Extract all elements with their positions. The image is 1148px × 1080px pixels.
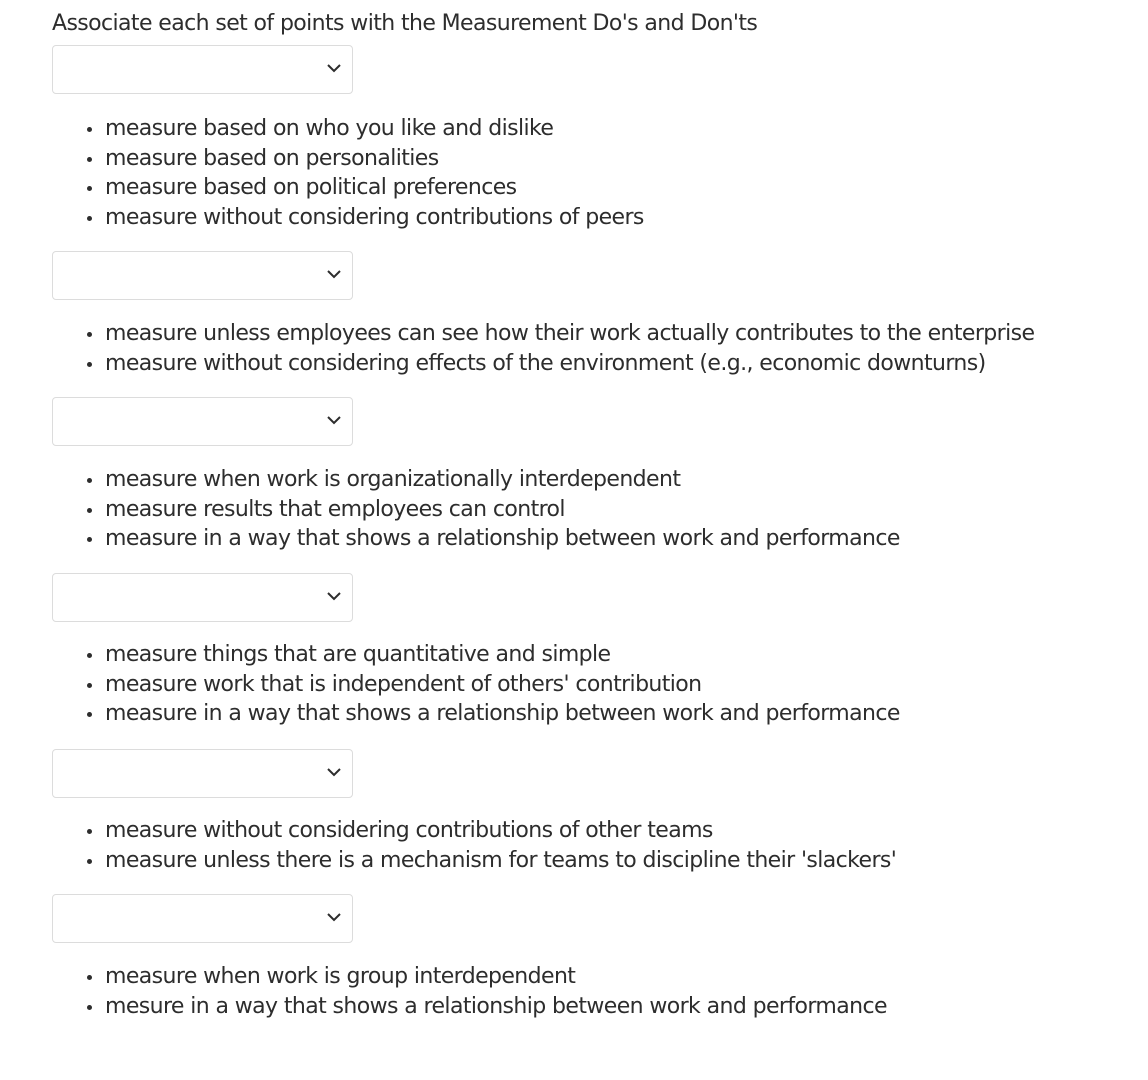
chevron-down-icon <box>325 265 343 283</box>
list-item: measure without considering contributions of other teams <box>84 816 896 846</box>
match-group-3 <box>52 397 900 552</box>
points-list-1 <box>84 114 644 233</box>
question-text: Associate each set of points with the Measurement Do's and Don'ts <box>52 11 758 36</box>
answer-dropdown-3[interactable] <box>52 397 353 446</box>
list-item: measure when work is group interdependent <box>84 962 887 992</box>
list-item: measure when work is organizationally interdependent <box>84 465 900 495</box>
bullet-icon <box>87 332 92 337</box>
list-item: measure in a way that shows a relationship between work and performance <box>84 699 900 729</box>
list-item: measure things that are quantitative and simple <box>84 640 900 670</box>
match-group-6 <box>52 894 887 1019</box>
points-list-3 <box>84 465 900 554</box>
bullet-icon <box>87 859 92 864</box>
bullet-icon <box>87 186 92 191</box>
chevron-down-icon <box>325 411 343 429</box>
chevron-down-icon <box>325 587 343 605</box>
answer-dropdown-2[interactable] <box>52 251 353 300</box>
list-item: mesure in a way that shows a relationship between work and performance <box>84 992 887 1022</box>
bullet-icon <box>87 653 92 658</box>
answer-dropdown-4[interactable] <box>52 573 353 622</box>
bullet-icon <box>87 508 92 513</box>
list-item: measure without considering contributions of peers <box>84 203 644 233</box>
match-group-2 <box>52 251 1035 376</box>
bullet-icon <box>87 1005 92 1010</box>
points-list-4 <box>84 640 900 729</box>
match-group-1 <box>52 45 644 231</box>
bullet-icon <box>87 157 92 162</box>
list-item: measure work that is independent of others' contribution <box>84 670 900 700</box>
answer-dropdown-5[interactable] <box>52 749 353 798</box>
bullet-icon <box>87 216 92 221</box>
list-item: measure in a way that shows a relationship between work and performance <box>84 524 900 554</box>
list-item: measure unless employees can see how their work actually contributes to the enterprise <box>84 319 1034 349</box>
list-item: measure based on personalities <box>84 144 644 174</box>
chevron-down-icon <box>325 59 343 77</box>
bullet-icon <box>87 537 92 542</box>
points-list-6 <box>84 962 887 1021</box>
match-group-5 <box>52 749 897 873</box>
chevron-down-icon <box>325 908 343 926</box>
bullet-icon <box>87 362 92 367</box>
bullet-icon <box>87 683 92 688</box>
points-list-5 <box>84 816 896 875</box>
list-item: measure based on who you like and dislike <box>84 114 644 144</box>
chevron-down-icon <box>325 763 343 781</box>
bullet-icon <box>87 478 92 483</box>
bullet-icon <box>87 829 92 834</box>
list-item: measure without considering effects of the environment (e.g., economic downturns) <box>84 349 1034 379</box>
list-item: measure results that employees can control <box>84 495 900 525</box>
answer-dropdown-6[interactable] <box>52 894 353 943</box>
bullet-icon <box>87 975 92 980</box>
bullet-icon <box>87 127 92 132</box>
points-list-2 <box>84 319 1034 378</box>
answer-dropdown-1[interactable] <box>52 45 353 94</box>
list-item: measure unless there is a mechanism for teams to discipline their 'slackers' <box>84 846 896 876</box>
match-group-4 <box>52 573 900 727</box>
list-item: measure based on political preferences <box>84 173 644 203</box>
bullet-icon <box>87 712 92 717</box>
